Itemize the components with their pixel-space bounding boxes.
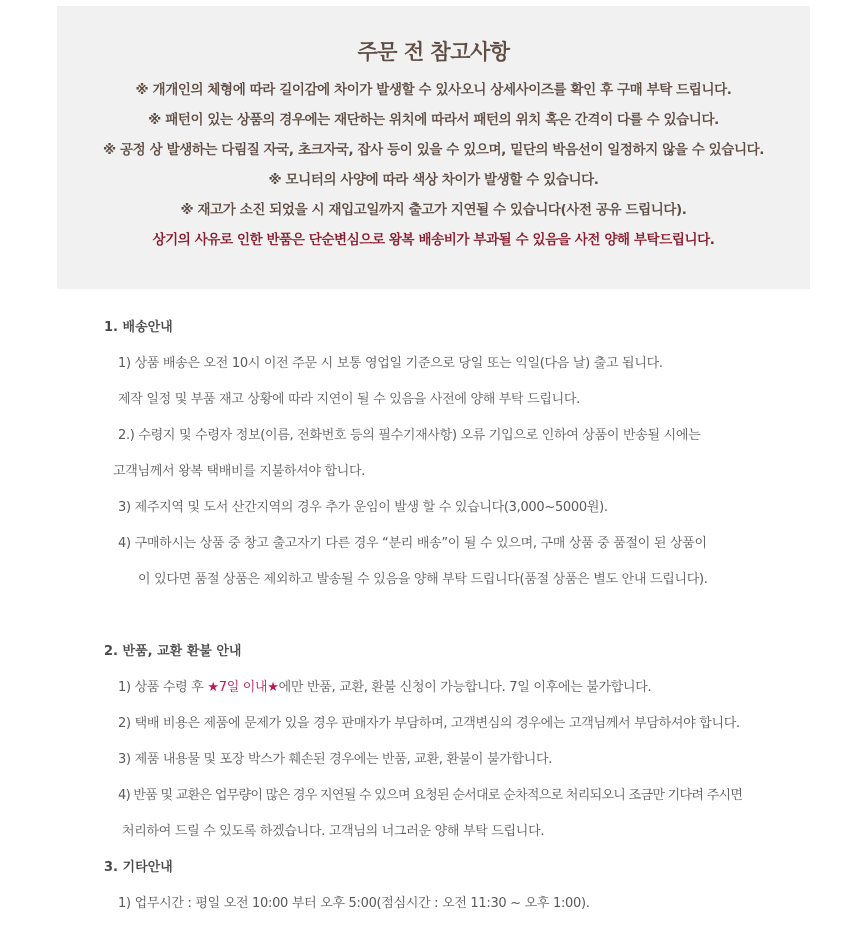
shipping-line-5: 3) 제주지역 및 도서 산간지역의 경우 추가 운임이 발생 할 수 있습니다(3,000~5000원). (118, 500, 608, 515)
notice-box (57, 6, 810, 289)
notice-line-3: ※ 공정 상 발생하는 다림질 자국, 초크자국, 잡사 등이 있을 수 있으며, 밑단의 박음선이 일정하지 않을 수 있습니다. (103, 142, 764, 158)
returns-section-title: 2. 반품, 교환 환불 안내 (104, 644, 242, 659)
seven-day-highlight: ★7일 이내★ (207, 680, 279, 695)
shipping-section-title: 1. 배송안내 (104, 320, 173, 335)
notice-warning: 상기의 사유로 인한 반품은 단순변심으로 왕복 배송비가 부과될 수 있음을 사전 양해 부탁드립니다. (152, 232, 715, 248)
etc-section-title: 3. 기타안내 (104, 860, 173, 875)
notice-line-4: ※ 모니터의 사양에 따라 색상 차이가 발생할 수 있습니다. (268, 172, 599, 188)
shipping-line-2: 제작 일정 및 부품 재고 상황에 따라 지연이 될 수 있음을 사전에 양해 부탁 드립니다. (118, 392, 580, 407)
notice-line-2: ※ 패턴이 있는 상품의 경우에는 재단하는 위치에 따라서 패턴의 위치 혹은 간격이 다를 수 있습니다. (148, 112, 719, 128)
shipping-line-1: 1) 상품 배송은 오전 10시 이전 주문 시 보통 영업일 기준으로 당일 또는 익일(다음 날) 출고 됩니다. (118, 356, 663, 371)
returns-line-1-suffix: 에만 반품, 교환, 환불 신청이 가능합니다. 7일 이후에는 불가합니다. (278, 680, 652, 695)
shipping-line-3: 2.) 수령지 및 수령자 정보(이름, 전화번호 등의 필수기재사항) 오류 기입으로 인하여 상품이 반송될 시에는 (118, 428, 701, 443)
returns-line-5: 처리하여 드릴 수 있도록 하겠습니다. 고객님의 너그러운 양해 부탁 드립니다. (122, 824, 545, 839)
notice-line-5: ※ 재고가 소진 되었을 시 재입고일까지 출고가 지연될 수 있습니다(사전 공유 드립니다). (180, 202, 687, 218)
returns-line-1-prefix: 1) 상품 수령 후 (118, 680, 208, 695)
returns-line-3: 3) 제품 내용물 및 포장 박스가 훼손된 경우에는 반품, 교환, 환불이 불가합니다. (118, 752, 553, 767)
shipping-line-7: 이 있다면 품절 상품은 제외하고 발송될 수 있음을 양해 부탁 드립니다(품절 상품은 별도 안내 드립니다). (138, 572, 708, 587)
shipping-line-4: 고객님께서 왕복 택배비를 지불하셔야 합니다. (113, 464, 366, 479)
returns-line-4: 4) 반품 및 교환은 업무량이 많은 경우 지연될 수 있으며 요청된 순서대로 순차적으로 처리되오니 조금만 기다려 주시면 (118, 788, 743, 803)
etc-line-1: 1) 업무시간 : 평일 오전 10:00 부터 오후 5:00(점심시간 : 오전 11:30 ~ 오후 1:00). (118, 896, 590, 911)
notice-line-1: ※ 개개인의 체형에 따라 길이감에 차이가 발생할 수 있사오니 상세사이즈를 확인 후 구매 부탁 드립니다. (135, 82, 732, 98)
notice-title: 주문 전 참고사항 (357, 40, 510, 64)
returns-line-1 (118, 676, 651, 695)
returns-line-2: 2) 택배 비용은 제품에 문제가 있을 경우 판매자가 부담하며, 고객변심의 경우에는 고객님께서 부담하셔야 합니다. (118, 716, 740, 731)
shipping-line-6: 4) 구매하시는 상품 중 창고 출고자기 다른 경우 “분리 배송”이 될 수 있으며, 구매 상품 중 품절이 된 상품이 (118, 536, 707, 551)
